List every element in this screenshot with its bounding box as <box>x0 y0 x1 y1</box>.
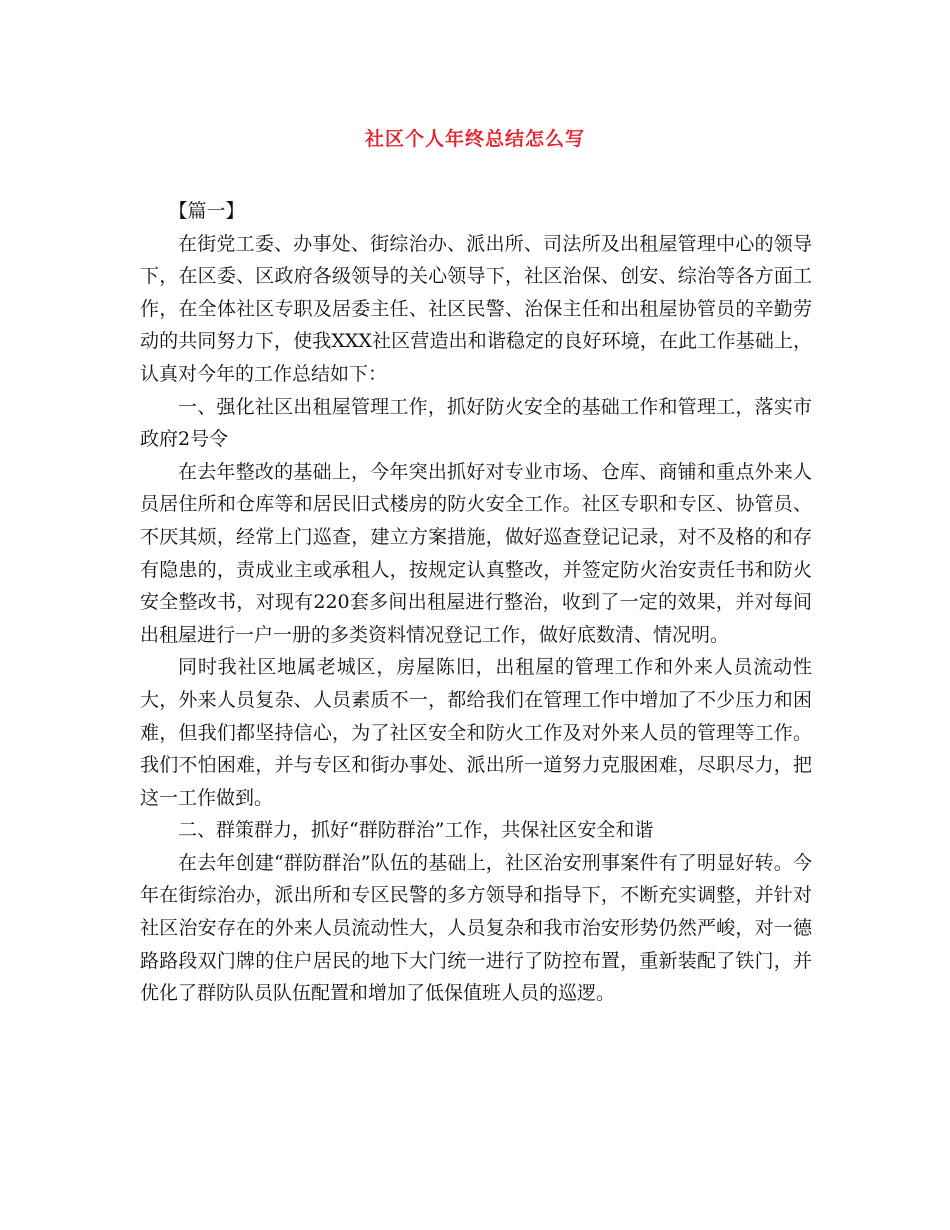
paragraph: 在去年整改的基础上，今年突出抓好对专业市场、仓库、商铺和重点外来人员居住所和仓库等和居民旧式楼房的防火安全工作。社区专职和专区、协管员、不厌其烦，经常上门巡查，建立方案措施，做好巡查登记记录，对不及格的和存有隐患的，责成业主或承租人，按规定认真整改，并签定防火治安责任书和防火安全整改书，对现有220套多间出租屋进行整治，收到了一定的效果，并对每间出租屋进行一户一册的多类资料情况登记工作，做好底数清、情况明。 <box>140 460 812 646</box>
paragraph: 二、群策群力，抓好“群防群治”工作，共保社区安全和谐 <box>178 819 654 842</box>
paragraph: 一、强化社区出租屋管理工作，抓好防火安全的基础工作和管理工，落实市政府2号令 <box>140 395 812 451</box>
section-heading: 【篇一】 <box>168 200 245 222</box>
document-body <box>140 195 812 1010</box>
document-title: 社区个人年终总结怎么写 <box>364 128 585 150</box>
paragraph: 在去年创建“群防群治”队伍的基础上，社区治安刑事案件有了明显好转。今年在街综治办，派出所和专区民警的多方领导和指导下，不断充实调整，并针对社区治安存在的外来人员流动性大，人员复杂和我市治安形势仍然严峻，对一德路路段双门牌的住户居民的地下大门统一进行了防控布置，重新装配了铁门，并优化了群防队员队伍配置和增加了低保值班人员的巡逻。 <box>140 851 812 1005</box>
paragraph: 同时我社区地属老城区，房屋陈旧，出租屋的管理工作和外来人员流动性大，外来人员复杂、人员素质不一，都给我们在管理工作中增加了不少压力和困难，但我们都坚持信心，为了社区安全和防火工作及对外来人员的管理等工作。我们不怕困难，并与专区和街办事处、派出所一道努力克服困难，尽职尽力，把这一工作做到。 <box>140 656 812 809</box>
paragraph: 在街党工委、办事处、街综治办、派出所、司法所及出租屋管理中心的领导下，在区委、区政府各级领导的关心领导下，社区治保、创安、综治等各方面工作，在全体社区专职及居委主任、社区民警、治保主任和出租屋协管员的辛勤劳动的共同努力下，使我XXX社区营造出和谐稳定的良好环境，在此工作基础上，认真对今年的工作总结如下： <box>140 232 812 385</box>
